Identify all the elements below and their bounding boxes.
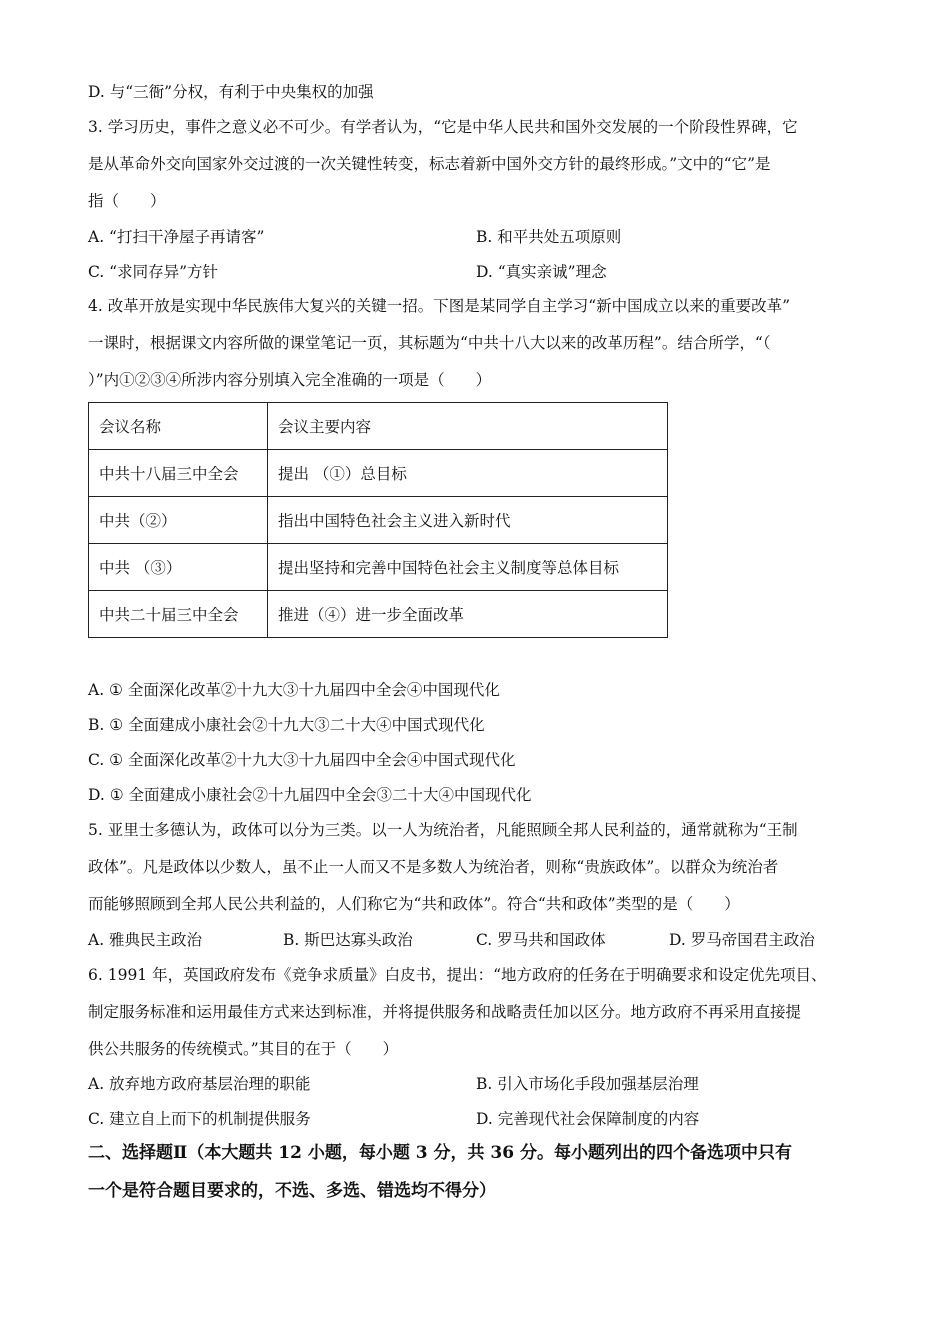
q4-stem-line-1: 4. 改革开放是实现中华民族伟大复兴的关键一招。下图是某同学自主学习“新中国成立以来的重要改革”: [88, 297, 791, 315]
q3-stem-line-1: 3. 学习历史，事件之意义必不可少。有学者认为，“它是中华人民共和国外交发展的一个阶段性界碑，它: [88, 118, 798, 136]
table-cell-meeting: 中共（②）: [89, 497, 268, 544]
q6-option-b: B. 引入市场化手段加强基层治理: [476, 1075, 699, 1093]
q3-option-b: B. 和平共处五项原则: [476, 228, 622, 246]
q5-option-a: A. 雅典民主政治: [88, 931, 203, 949]
q4-stem-line-2: 一课时，根据课文内容所做的课堂笔记一页，其标题为“中共十八大以来的改革历程”。结合所学，“（: [88, 334, 771, 352]
q6-stem-line-3: 供公共服务的传统模式。”其目的在于（ ）: [88, 1040, 399, 1058]
table-cell-content: 提出 （①）总目标: [268, 450, 668, 497]
q5-option-c: C. 罗马共和国政体: [476, 931, 606, 949]
table-cell-meeting: 中共 （③）: [89, 544, 268, 591]
q6-stem-line-1: 6. 1991 年，英国政府发布《竞争求质量》白皮书，提出：“地方政府的任务在于明确要求和设定优先项目、: [88, 966, 827, 984]
q6-option-a: A. 放弃地方政府基层治理的职能: [88, 1075, 311, 1093]
q4-option-d: D. ① 全面建成小康社会②十九届四中全会③二十大④中国现代化: [88, 786, 532, 804]
table-cell-content: 推进（④）进一步全面改革: [268, 591, 668, 638]
table-row: [89, 497, 668, 544]
table-row: [89, 544, 668, 591]
table-cell-content: 提出坚持和完善中国特色社会主义制度等总体目标: [268, 544, 668, 591]
q3-stem-line-2: 是从革命外交向国家外交过渡的一次关键性转变，标志着新中国外交方针的最终形成。”文中的“它”是: [88, 155, 771, 173]
table-header-cell: 会议名称: [89, 403, 268, 450]
q4-option-a: A. ① 全面深化改革②十九大③十九届四中全会④中国现代化: [88, 681, 500, 699]
q3-option-d: D. “真实亲诚”理念: [476, 263, 607, 281]
table-cell-meeting: 中共二十届三中全会: [89, 591, 268, 638]
q5-stem-line-2: 政体”。凡是政体以少数人，虽不止一人而又不是多数人为统治者，则称“贵族政体”。以群众为统治者: [88, 858, 779, 876]
q4-option-b: B. ① 全面建成小康社会②十九大③二十大④中国式现代化: [88, 716, 485, 734]
q4-notes-table: [88, 402, 668, 638]
q2-option-d: D. 与“三衙”分权，有利于中央集权的加强: [88, 83, 374, 101]
q5-stem-line-1: 5. 亚里士多德认为，政体可以分为三类。以一人为统治者，凡能照顾全邦人民利益的，通常就称为“王制: [88, 821, 798, 839]
table-cell-content: 指出中国特色社会主义进入新时代: [268, 497, 668, 544]
q6-option-c: C. 建立自上而下的机制提供服务: [88, 1110, 311, 1128]
q5-option-b: B. 斯巴达寡头政治: [283, 931, 413, 949]
q6-stem-line-2: 制定服务标准和运用最佳方式来达到标准，并将提供服务和战略责任加以区分。地方政府不再采用直接提: [88, 1003, 802, 1021]
table-cell-meeting: 中共十八届三中全会: [89, 450, 268, 497]
section-heading-line-1: 二、选择题Ⅱ（本大题共 12 小题，每小题 3 分，共 36 分。每小题列出的四个备选项中只有: [88, 1143, 792, 1163]
q6-option-d: D. 完善现代社会保障制度的内容: [476, 1110, 700, 1128]
table-header-row: [89, 403, 668, 450]
q5-stem-line-3: 而能够照顾到全邦人民公共利益的，人们称它为“共和政体”。符合“共和政体”类型的是（ ）: [88, 895, 740, 913]
q3-option-a: A. “打扫干净屋子再请客”: [88, 228, 265, 246]
q4-stem-line-3: ）”内①②③④所涉内容分别填入完全准确的一项是（ ）: [88, 371, 492, 389]
q3-option-c: C. “求同存异”方针: [88, 263, 219, 281]
q5-option-d: D. 罗马帝国君主政治: [669, 931, 815, 949]
section-heading-line-2: 一个是符合题目要求的，不选、多选、错选均不得分）: [88, 1181, 496, 1201]
q3-stem-line-3: 指（ ）: [88, 192, 166, 210]
table-row: [89, 450, 668, 497]
table-row: [89, 591, 668, 638]
q4-option-c: C. ① 全面深化改革②十九大③十九届四中全会④中国式现代化: [88, 751, 516, 769]
table-header-cell: 会议主要内容: [268, 403, 668, 450]
